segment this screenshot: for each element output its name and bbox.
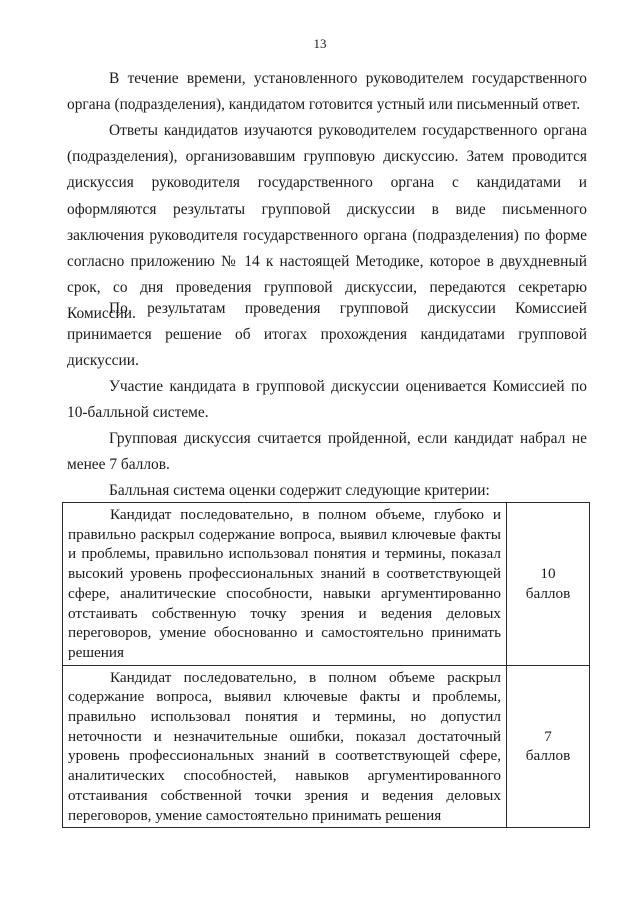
paragraph-answer-preparation: В течение времени, установленного руководителем государственного органа (подразделения), кандидатом готовится устный или письменный ответ.	[67, 70, 587, 114]
paragraph-criteria-intro: Балльная система оценки содержит следующие критерии:	[109, 482, 490, 499]
paragraph-answers-review: Ответы кандидатов изучаются руководителем государственного органа (подразделения), организовавшим групповую дискуссию. Затем проводится дискуссия руководителя государственного органа с кандидатами и оформляются результаты групповой дискуссии в виде письменного заключения руководителя государственного органа (подразделения) по форме согласно приложению № 14 к настоящей Методике, которое в двухдневный срок, со дня проведения групповой дискуссии, передаются секретарю Комиссии.	[67, 122, 587, 323]
paragraph-pass-threshold: Групповая дискуссия считается пройденной, если кандидат набрал не менее 7 баллов.	[67, 430, 587, 474]
score-value: 10	[540, 565, 556, 583]
criteria-row	[63, 503, 590, 666]
score-unit: баллов	[525, 747, 571, 765]
paragraph-commission-decision: По результатам проведения групповой дискуссии Комиссией принимается решение об итогах прохождения кандидатами групповой дискуссии.	[67, 300, 587, 370]
page-number: 13	[313, 36, 327, 51]
paragraph-scoring-system: Участие кандидата в групповой дискуссии оценивается Комиссией по 10-балльной системе.	[67, 378, 587, 422]
score-unit: баллов	[525, 584, 571, 602]
criterion-description: Кандидат последовательно, в полном объеме раскрыл содержание вопроса, выявил ключевые факты и проблемы, правильно использовал понятия и термины, но допустил неточности и незначительные ошибки, показал достаточный уровень профессиональных знаний в соответствующей сфере, аналитических способностей, навыков аргументированного отстаивания собственной точки зрения и ведения деловых переговоров, умение самостоятельно принимать решения	[63, 665, 507, 828]
criteria-row	[63, 665, 590, 828]
criterion-score	[507, 665, 590, 828]
criterion-description: Кандидат последовательно, в полном объеме, глубоко и правильно раскрыл содержание вопроса, выявил ключевые факты и проблемы, правильно использовал понятия и термины, показал высокий уровень профессиональных знаний в соответствующей сфере, аналитические способности, навыки аргументированно отстаивать собственную точку зрения и ведения деловых переговоров, умение обоснованно и самостоятельно принимать решения	[63, 503, 507, 666]
criteria-table	[62, 502, 590, 828]
criterion-score	[507, 503, 590, 666]
score-value: 7	[544, 727, 552, 745]
